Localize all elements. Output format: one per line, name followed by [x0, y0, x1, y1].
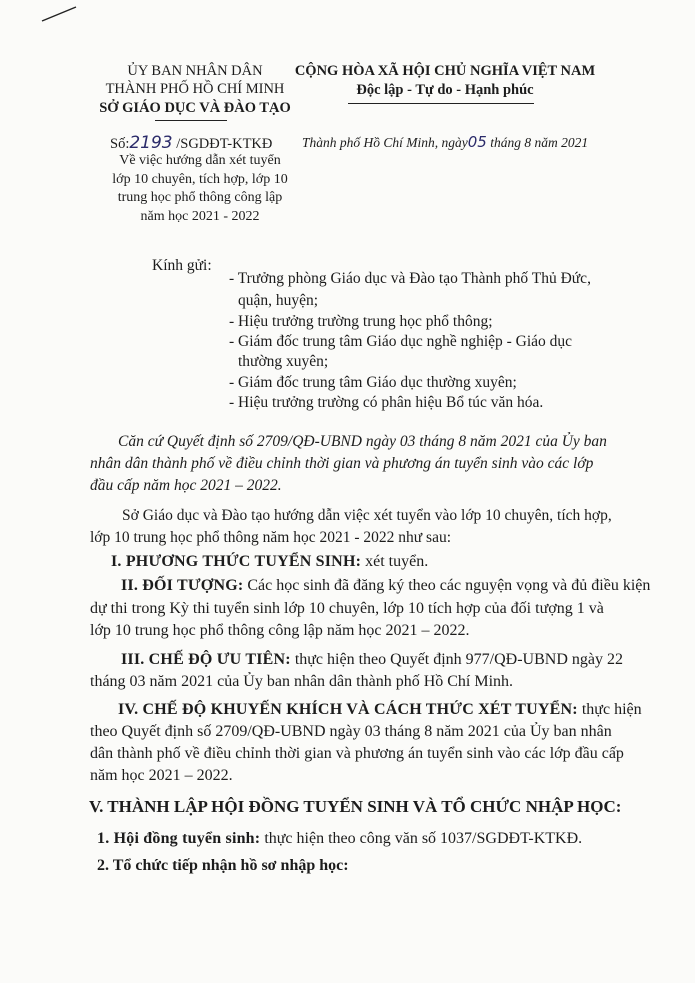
- recipient-line: - Giám đốc trung tâm Giáo dục thường xuyên;: [229, 374, 517, 391]
- pen-mark-decoration: [40, 4, 80, 24]
- section-5-1: [97, 830, 582, 848]
- header-underline-right: [348, 103, 534, 104]
- recipient-line: - Hiệu trưởng trường trung học phổ thông;: [229, 313, 493, 330]
- section-2-line: lớp 10 trung học phổ thông công lập năm học 2021 – 2022.: [90, 622, 470, 639]
- recipient-line: - Trưởng phòng Giáo dục và Đào tạo Thành phố Thủ Đức,: [229, 270, 591, 287]
- number-prefix: Số:: [110, 136, 130, 152]
- agency-name-line1: ỦY BAN NHÂN DÂN: [127, 63, 263, 79]
- section-5-1-title: 1. Hội đồng tuyển sinh:: [97, 830, 261, 847]
- intro-line: Sở Giáo dục và Đào tạo hướng dẫn việc xét tuyển vào lớp 10 chuyên, tích hợp,: [122, 507, 612, 524]
- section-4-line: dân thành phố về điều chỉnh thời gian và phương án tuyển sinh vào các lớp đầu cấp: [90, 745, 624, 762]
- basis-line: nhân dân thành phố về điều chỉnh thời gian và phương án tuyển sinh vào các lớp: [90, 455, 594, 472]
- basis-line: đầu cấp năm học 2021 – 2022.: [90, 477, 282, 494]
- section-2-line: dự thi trong Kỳ thi tuyển sinh lớp 10 chuyên, lớp 10 tích hợp của đối tượng 1 và: [90, 600, 604, 617]
- section-4-title: IV. CHẾ ĐỘ KHUYẾN KHÍCH VÀ CÁCH THỨC XÉT TUYỂN:: [118, 701, 578, 718]
- section-4-line: năm học 2021 – 2022.: [90, 767, 233, 784]
- date-line: [302, 133, 588, 151]
- section-1-title: I. PHƯƠNG THỨC TUYỂN SINH:: [111, 553, 362, 570]
- subject-line: lớp 10 chuyên, tích hợp, lớp 10: [112, 171, 288, 187]
- header-underline-left: [155, 120, 227, 121]
- section-5-title: V. THÀNH LẬP HỘI ĐỒNG TUYỂN SINH VÀ TỔ CHỨC NHẬP HỌC:: [89, 797, 622, 816]
- department-name: SỞ GIÁO DỤC VÀ ĐÀO TẠO: [99, 100, 291, 116]
- subject-line: năm học 2021 - 2022: [140, 208, 260, 224]
- subject-line: trung học phổ thông công lập: [117, 190, 283, 205]
- section-3-title: III. CHẾ ĐỘ ƯU TIÊN:: [121, 651, 291, 668]
- basis-line: Căn cứ Quyết định số 2709/QĐ-UBND ngày 03 tháng 8 năm 2021 của Ủy ban: [118, 433, 607, 450]
- section-4: [118, 701, 642, 719]
- recipients-label: Kính gửi:: [152, 257, 212, 274]
- section-2-title: II. ĐỐI TƯỢNG:: [121, 577, 244, 594]
- intro-line: lớp 10 trung học phổ thông năm học 2021 - 2022 như sau:: [90, 529, 452, 546]
- document-subject: [85, 152, 315, 226]
- section-3-line: tháng 03 năm 2021 của Ủy ban nhân dân thành phố Hồ Chí Minh.: [90, 673, 514, 690]
- recipient-line: - Hiệu trưởng trường có phân hiệu Bổ túc văn hóa.: [229, 394, 544, 411]
- document-number: [110, 133, 272, 153]
- handwritten-day: 05: [467, 133, 487, 151]
- number-suffix: /SGDĐT-KTKĐ: [176, 136, 273, 152]
- section-1: [111, 553, 428, 571]
- recipient-line: quận, huyện;: [238, 292, 319, 309]
- recipient-line: - Giám đốc trung tâm Giáo dục nghề nghiệp - Giáo dục: [229, 333, 573, 350]
- national-title: CỘNG HÒA XÃ HỘI CHỦ NGHĨA VIỆT NAM: [294, 63, 596, 79]
- section-3-text: thực hiện theo Quyết định 977/QĐ-UBND ngày 22: [290, 651, 623, 668]
- section-5-1-text: thực hiện theo công văn số 1037/SGDĐT-KTKĐ.: [260, 830, 583, 847]
- agency-name-line2: THÀNH PHỐ HỒ CHÍ MINH: [105, 81, 285, 97]
- section-4-line: theo Quyết định số 2709/QĐ-UBND ngày 03 tháng 8 năm 2021 của Ủy ban nhân: [90, 723, 612, 740]
- section-5-2-title: 2. Tổ chức tiếp nhận hồ sơ nhập học:: [97, 857, 349, 874]
- section-4-text: thực hiện: [577, 701, 642, 718]
- national-motto: Độc lập - Tự do - Hạnh phúc: [356, 82, 534, 98]
- section-1-text: xét tuyển.: [361, 553, 429, 570]
- date-prefix: Thành phố Hồ Chí Minh, ngày: [302, 135, 468, 150]
- section-2-text: Các học sinh đã đăng ký theo các nguyện vọng và đủ điều kiện: [243, 577, 651, 594]
- handwritten-number: 2193: [129, 133, 173, 153]
- date-suffix: tháng 8 năm 2021: [490, 135, 589, 150]
- subject-line: Về việc hướng dẫn xét tuyển: [119, 153, 281, 168]
- section-2: [121, 577, 650, 595]
- recipient-line: thường xuyên;: [238, 353, 329, 370]
- section-3: [121, 651, 623, 669]
